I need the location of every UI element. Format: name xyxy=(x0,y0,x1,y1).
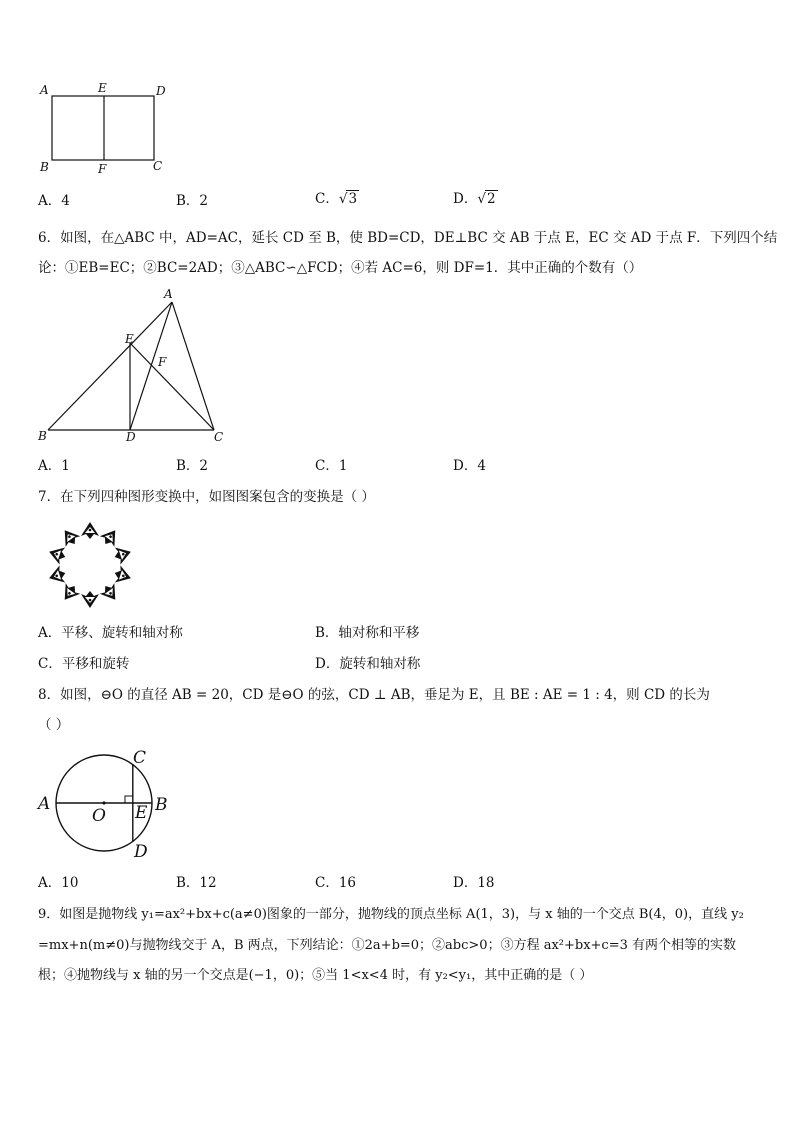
segment-ba xyxy=(48,302,172,430)
q6-option-b: B．2 xyxy=(176,458,209,474)
q5-option-c xyxy=(315,190,359,208)
pattern-motif xyxy=(46,543,68,565)
pattern-motif xyxy=(112,543,134,565)
motif-dot xyxy=(89,529,92,532)
q9-text-line-2: =mx+n(m≠0)与抛物线交于 A，B 两点，下列结论：①2a+b=0；②abc>0；③方程 ax²+bx+c=3 有两个相等的实数 xyxy=(38,938,737,953)
q8-text-line-1: 8．如图，⊖O 的直径 AB = 20，CD 是⊖O 的弦，CD ⊥ AB，垂足为 E，且 BE : AE = 1 : 4，则 CD 的长为 xyxy=(38,687,710,703)
label-b: B xyxy=(155,795,168,815)
label-o: O xyxy=(92,806,106,826)
pattern-motif xyxy=(98,525,123,549)
q8-circle-figure xyxy=(36,745,176,865)
label-f: F xyxy=(98,162,107,176)
label-e: E xyxy=(135,803,148,823)
label-b: B xyxy=(38,429,47,443)
q8-option-d: D．18 xyxy=(453,875,495,891)
q6-text-line-2: 论：①EB=EC；②BC=2AD；③△ABC∽△FCD；④若 AC=6，则 DF=1．其中正确的个数有（） xyxy=(38,260,643,276)
q5-option-a: A．4 xyxy=(38,193,70,209)
sqrt-symbol: √2 xyxy=(477,191,496,207)
q5-option-d xyxy=(453,190,498,208)
sqrt-symbol: √3 xyxy=(338,191,358,207)
q7-option-a: A．平移、旋转和轴对称 xyxy=(38,625,183,641)
motif-dot xyxy=(89,599,92,602)
q5-rectangle-figure xyxy=(38,80,178,180)
pattern-motif xyxy=(46,564,68,586)
label-c: C xyxy=(214,430,224,444)
label-c: C xyxy=(153,159,163,173)
label-d: D xyxy=(134,842,148,862)
q8-option-b: B．12 xyxy=(176,875,217,891)
q8-option-a: A．10 xyxy=(38,875,79,891)
q8-option-c: C．16 xyxy=(315,875,357,891)
q8-text-line-2: （ ） xyxy=(38,717,70,733)
q7-option-d: D．旋转和轴对称 xyxy=(315,656,421,672)
segment-ec xyxy=(130,343,214,430)
q7-option-b: B．轴对称和平移 xyxy=(315,625,420,641)
q7-text-line-1: 7．在下列四种图形变换中，如图图案包含的变换是（ ） xyxy=(38,489,375,505)
q5-option-d-prefix: D． xyxy=(453,191,478,207)
label-a: A xyxy=(38,794,51,814)
q6-option-c: C．1 xyxy=(315,458,348,474)
center-point xyxy=(102,801,105,804)
label-a: A xyxy=(164,287,173,301)
right-angle-mark xyxy=(125,796,133,803)
label-a: A xyxy=(40,83,49,97)
rectangle-abcd xyxy=(52,96,154,160)
label-d: D xyxy=(126,430,136,444)
label-b: B xyxy=(40,160,49,174)
segment-ac xyxy=(172,302,214,430)
label-e: E xyxy=(125,332,134,346)
q5-option-d-radicand: 2 xyxy=(486,191,496,207)
pattern-motif xyxy=(112,564,134,586)
q6-text-line-1: 6．如图，在△ABC 中，AD=AC，延长 CD 至 B，使 BD=CD，DE⊥BC 交 AB 于点 E，EC 交 AD 于点 F．下列四个结 xyxy=(38,230,778,246)
q9-text-line-3: 根；④抛物线与 x 轴的另一个交点是(−1，0)；⑤当 1<x<4 时，有 y₂<y₁，其中正确的是（ ） xyxy=(38,968,593,983)
q6-triangle-figure xyxy=(34,286,234,446)
q5-option-b: B．2 xyxy=(176,193,209,209)
label-c: C xyxy=(133,748,147,768)
pattern-motif xyxy=(81,522,99,539)
q5-option-c-radicand: 3 xyxy=(348,191,358,207)
pattern-motif xyxy=(98,581,123,605)
label-f: F xyxy=(158,355,167,369)
q9-text-line-1: 9．如图是抛物线 y₁=ax²+bx+c(a≠0)图象的一部分，抛物线的顶点坐标 A(1，3)，与 x 轴的一个交点 B(4，0)，直线 y₂ xyxy=(38,907,744,922)
pattern-motif xyxy=(57,525,82,549)
pattern-motif xyxy=(57,581,82,605)
q6-option-a: A．1 xyxy=(38,458,70,474)
q6-option-d: D．4 xyxy=(453,458,486,474)
q7-rotation-pattern-figure xyxy=(40,515,140,615)
q7-option-c: C．平移和旋转 xyxy=(38,656,130,672)
label-d: D xyxy=(156,84,166,98)
pattern-motif xyxy=(81,591,99,608)
q5-option-c-prefix: C． xyxy=(315,191,339,207)
label-e: E xyxy=(98,81,107,95)
